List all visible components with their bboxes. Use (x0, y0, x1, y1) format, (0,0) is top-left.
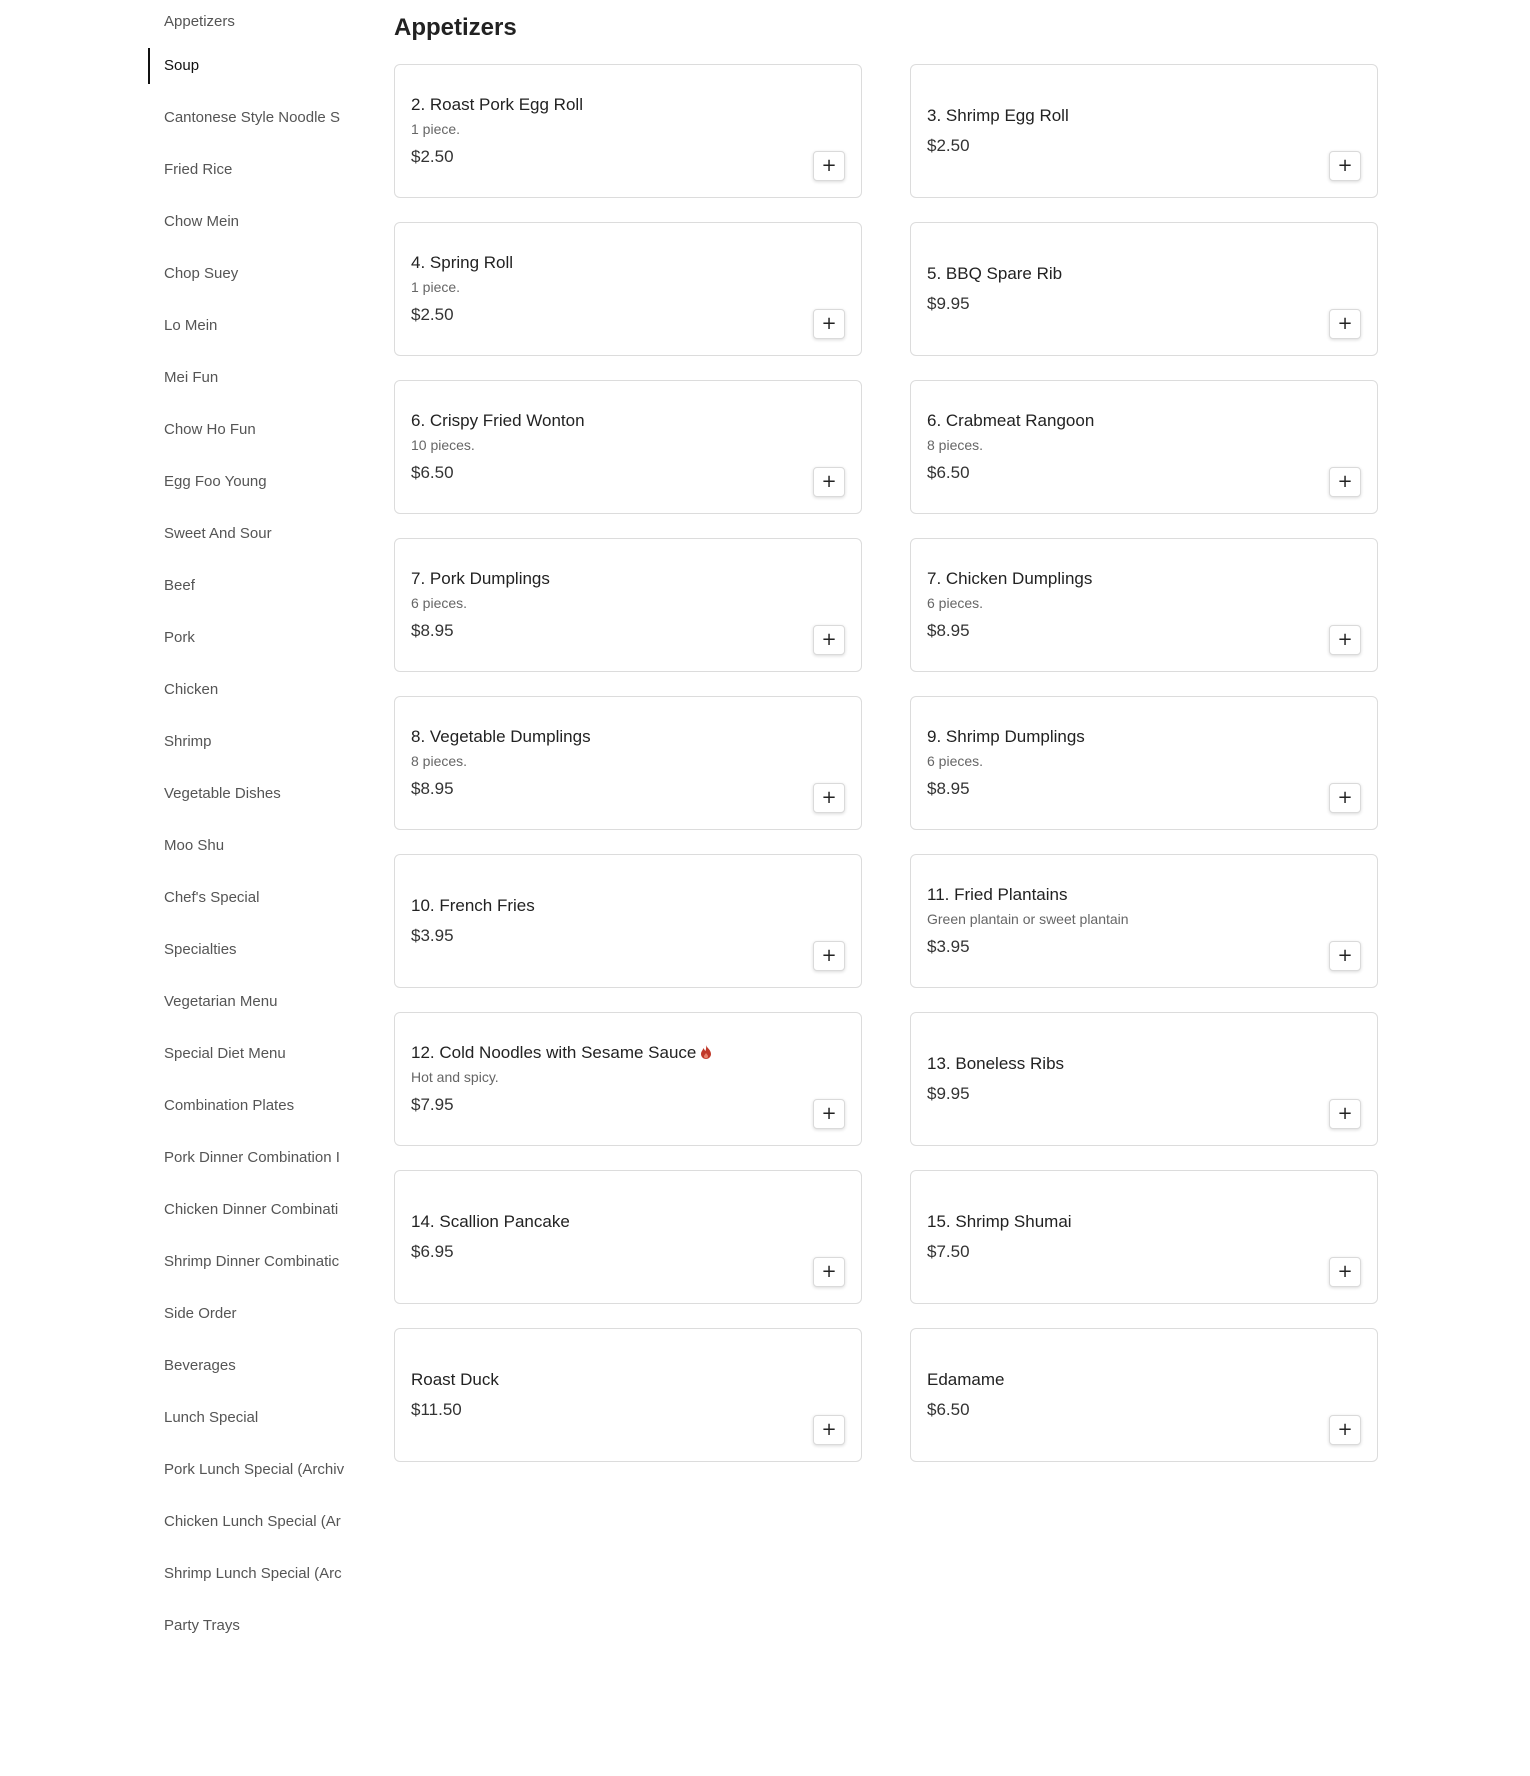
menu-item-description: 8 pieces. (411, 753, 468, 769)
menu-item-card[interactable] (394, 64, 862, 198)
menu-item-price: $2.50 (927, 136, 970, 155)
sidebar-item-category[interactable]: Combination Plates (164, 1097, 295, 1114)
menu-main (394, 0, 1378, 1462)
sidebar-item-category[interactable]: Egg Foo Young (164, 473, 267, 490)
sidebar-item-category[interactable]: Lo Mein (164, 317, 218, 334)
menu-item-description: Green plantain or sweet plantain (927, 911, 1129, 927)
menu-item-name-text: 9. Shrimp Dumplings (927, 727, 1085, 746)
sidebar-item-category[interactable]: Chow Mein (164, 213, 240, 230)
menu-item-description: 6 pieces. (411, 595, 468, 611)
menu-item-name-text: 11. Fried Plantains (927, 885, 1068, 904)
sidebar-item-category[interactable]: Vegetarian Menu (164, 993, 278, 1010)
menu-item-name-text: 10. French Fries (411, 896, 535, 915)
menu-item-grid (394, 64, 1378, 1462)
menu-item-card[interactable] (910, 696, 1378, 830)
menu-item-name-text: 12. Cold Noodles with Sesame Sauce (411, 1043, 697, 1062)
menu-item-card[interactable] (394, 1170, 862, 1304)
sidebar-item-category[interactable]: Pork (164, 629, 195, 646)
sidebar-item-category[interactable]: Mei Fun (164, 369, 219, 386)
menu-item-name (411, 93, 845, 117)
add-item-button[interactable]: + (1329, 1415, 1361, 1445)
sidebar-item-category[interactable]: Lunch Special (164, 1409, 259, 1426)
sidebar-item-category[interactable]: Soup (148, 44, 348, 96)
menu-item-name-text: 14. Scallion Pancake (411, 1212, 570, 1231)
menu-item-name-text: Roast Duck (411, 1370, 499, 1389)
menu-item-price: $6.50 (927, 463, 970, 482)
sidebar-item-category[interactable]: Side Order (164, 1305, 237, 1322)
add-item-button[interactable]: + (1329, 625, 1361, 655)
sidebar-item-category[interactable]: Shrimp Lunch Special (Arc (164, 1565, 342, 1582)
menu-item-card[interactable] (910, 222, 1378, 356)
menu-item-name-text: 2. Roast Pork Egg Roll (411, 95, 583, 114)
menu-item-description: 6 pieces. (927, 753, 984, 769)
menu-item-name-text: 15. Shrimp Shumai (927, 1212, 1072, 1231)
menu-item-card[interactable] (910, 1170, 1378, 1304)
menu-item-price: $6.50 (411, 463, 454, 482)
menu-item-name (927, 567, 1361, 591)
sidebar-item-category[interactable]: Cantonese Style Noodle S (164, 109, 340, 126)
menu-item-price: $9.95 (927, 294, 970, 313)
menu-item-card[interactable] (394, 222, 862, 356)
menu-item-card[interactable] (394, 380, 862, 514)
menu-item-name (927, 1210, 1361, 1234)
menu-item-price: $8.95 (927, 621, 970, 640)
sidebar-item-category[interactable]: Specialties (164, 941, 237, 958)
menu-item-name-text: 4. Spring Roll (411, 253, 514, 272)
add-item-button[interactable]: + (1329, 1099, 1361, 1129)
sidebar-item-category[interactable]: Pork Lunch Special (Archiv (164, 1461, 345, 1478)
add-item-button[interactable]: + (1329, 783, 1361, 813)
menu-item-price: $3.95 (411, 926, 454, 945)
menu-item-price: $2.50 (411, 305, 454, 324)
add-item-button[interactable]: + (813, 1257, 845, 1287)
menu-item-price: $7.50 (927, 1242, 970, 1261)
menu-item-description: Hot and spicy. (411, 1069, 499, 1085)
add-item-button[interactable]: + (813, 625, 845, 655)
sidebar-item-category[interactable]: Chicken Dinner Combinati (164, 1201, 339, 1218)
sidebar-item-category[interactable]: Beef (164, 577, 195, 594)
sidebar-item-category[interactable]: Shrimp (164, 733, 212, 750)
sidebar-item-category[interactable]: Chop Suey (164, 265, 239, 282)
menu-item-name (411, 567, 845, 591)
menu-item-name (411, 1041, 845, 1065)
menu-item-card[interactable] (394, 538, 862, 672)
sidebar-item-category[interactable]: Appetizers (164, 13, 235, 30)
add-item-button[interactable]: + (1329, 941, 1361, 971)
menu-item-name-text: 7. Chicken Dumplings (927, 569, 1093, 588)
menu-item-price: $8.95 (927, 779, 970, 798)
menu-item-name (927, 725, 1361, 749)
menu-item-card[interactable] (394, 1012, 862, 1146)
sidebar-item-category[interactable]: Chef's Special (164, 889, 260, 906)
menu-item-card[interactable] (910, 854, 1378, 988)
menu-item-name (927, 883, 1361, 907)
add-item-button[interactable]: + (1329, 467, 1361, 497)
flame-icon (700, 1045, 712, 1059)
menu-item-card[interactable] (910, 538, 1378, 672)
sidebar-item-category[interactable]: Beverages (164, 1357, 236, 1374)
sidebar-item-category[interactable]: Shrimp Dinner Combinatic (164, 1253, 340, 1270)
sidebar-item-category[interactable]: Moo Shu (164, 837, 225, 854)
menu-item-name-text: 5. BBQ Spare Rib (927, 264, 1063, 283)
sidebar-item-category[interactable]: Special Diet Menu (164, 1045, 286, 1062)
menu-item-description: 1 piece. (411, 121, 461, 137)
menu-item-description: 6 pieces. (927, 595, 984, 611)
menu-item-price: $2.50 (411, 147, 454, 166)
menu-item-price: $6.95 (411, 1242, 454, 1261)
menu-item-card[interactable] (394, 854, 862, 988)
sidebar-item-category[interactable]: Chicken Lunch Special (Ar (164, 1513, 341, 1530)
add-item-button[interactable]: + (813, 309, 845, 339)
add-item-button[interactable]: + (813, 783, 845, 813)
menu-item-name (411, 251, 845, 275)
menu-item-name (927, 1052, 1361, 1076)
menu-item-price: $7.95 (411, 1095, 454, 1114)
sidebar-item-category[interactable]: Vegetable Dishes (164, 785, 281, 802)
add-item-button[interactable]: + (813, 467, 845, 497)
menu-item-name (411, 409, 845, 433)
menu-item-name (411, 1368, 845, 1392)
add-item-button[interactable]: + (813, 151, 845, 181)
menu-item-price: $9.95 (927, 1084, 970, 1103)
menu-item-card[interactable] (910, 380, 1378, 514)
menu-item-price: $8.95 (411, 621, 454, 640)
menu-item-name-text: 6. Crabmeat Rangoon (927, 411, 1095, 430)
menu-item-name (927, 409, 1361, 433)
menu-item-description: 8 pieces. (927, 437, 984, 453)
menu-item-name-text: 3. Shrimp Egg Roll (927, 106, 1069, 125)
category-sidebar (148, 0, 348, 1656)
menu-item-card[interactable] (394, 1328, 862, 1462)
add-item-button[interactable]: + (813, 941, 845, 971)
menu-item-name (411, 725, 845, 749)
add-item-button[interactable]: + (1329, 151, 1361, 181)
menu-item-price: $11.50 (411, 1400, 462, 1419)
sidebar-item-category[interactable]: Chow Ho Fun (164, 421, 256, 438)
menu-item-card[interactable] (394, 696, 862, 830)
sidebar-item-category[interactable]: Pork Dinner Combination I (164, 1149, 340, 1166)
menu-item-name-text: 6. Crispy Fried Wonton (411, 411, 585, 430)
sidebar-item-category[interactable]: Fried Rice (164, 161, 233, 178)
add-item-button[interactable]: + (813, 1099, 845, 1129)
menu-item-price: $3.95 (927, 937, 970, 956)
sidebar-item-category[interactable]: Party Trays (164, 1617, 240, 1634)
menu-item-name (411, 894, 845, 918)
menu-item-description: 1 piece. (411, 279, 461, 295)
add-item-button[interactable]: + (813, 1415, 845, 1445)
menu-item-price: $8.95 (411, 779, 454, 798)
menu-item-card[interactable] (910, 64, 1378, 198)
section-title: Appetizers (394, 14, 517, 41)
menu-item-price: $6.50 (927, 1400, 970, 1419)
menu-item-name-text: 7. Pork Dumplings (411, 569, 550, 588)
menu-item-name (411, 1210, 845, 1234)
menu-item-name-text: 13. Boneless Ribs (927, 1054, 1065, 1073)
menu-item-name-text: Edamame (927, 1370, 1005, 1389)
menu-item-name (927, 1368, 1361, 1392)
menu-item-card[interactable] (910, 1012, 1378, 1146)
menu-item-card[interactable] (910, 1328, 1378, 1462)
menu-item-name-text: 8. Vegetable Dumplings (411, 727, 591, 746)
menu-item-description: 10 pieces. (411, 437, 475, 453)
sidebar-item-category[interactable]: Chicken (164, 681, 219, 698)
menu-item-name (927, 104, 1361, 128)
add-item-button[interactable]: + (1329, 1257, 1361, 1287)
add-item-button[interactable]: + (1329, 309, 1361, 339)
menu-item-name (927, 262, 1361, 286)
sidebar-item-category[interactable]: Sweet And Sour (164, 525, 272, 542)
